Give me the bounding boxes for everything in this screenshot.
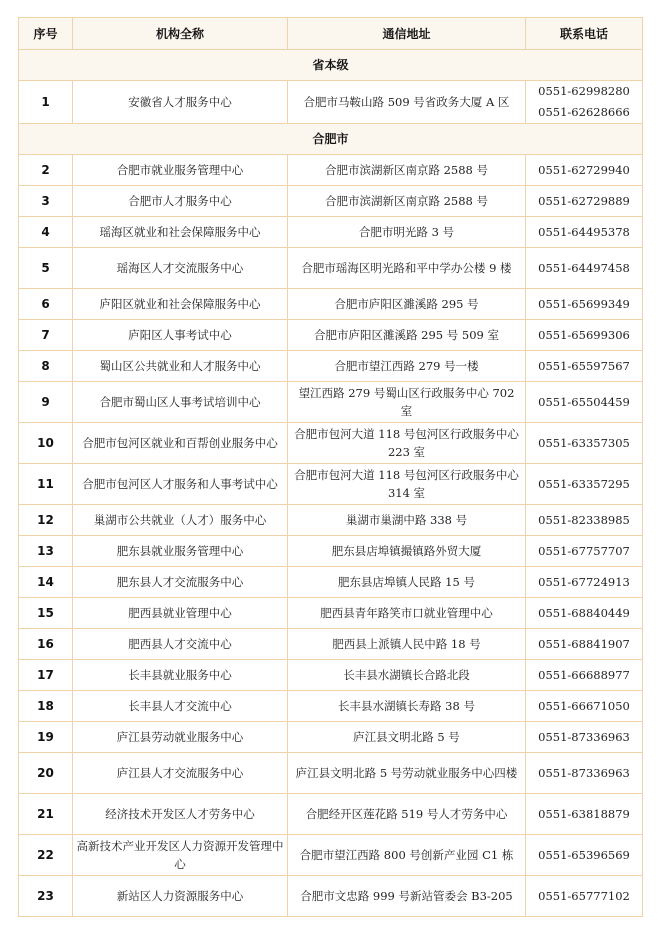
phone-number: 0551-62998280 xyxy=(538,84,630,98)
table-row xyxy=(19,289,643,320)
phone-number: 0551-68840449 xyxy=(538,605,630,620)
phone-number: 0551-67724913 xyxy=(538,574,630,589)
table-row xyxy=(19,464,643,505)
phone-number: 0551-65699349 xyxy=(538,296,630,311)
row-index: 16 xyxy=(19,629,73,660)
agency-name: 合肥市包河区就业和百帮创业服务中心 xyxy=(73,423,288,464)
section-row xyxy=(19,124,643,155)
agency-address: 合肥市滨湖新区南京路 2588 号 xyxy=(288,155,526,186)
table-row xyxy=(19,691,643,722)
column-header-address: 通信地址 xyxy=(288,18,526,50)
section-row xyxy=(19,50,643,81)
header-row xyxy=(19,18,643,50)
agency-phone-cell xyxy=(526,351,643,382)
phone-number: 0551-65777102 xyxy=(538,888,630,903)
table-row xyxy=(19,81,643,124)
phone-number: 0551-65396569 xyxy=(538,847,630,862)
agency-address: 合肥市包河大道 118 号包河区行政服务中心 223 室 xyxy=(288,423,526,464)
phone-number: 0551-87336963 xyxy=(538,729,630,744)
row-index: 4 xyxy=(19,217,73,248)
row-index: 11 xyxy=(19,464,73,505)
agency-phone-cell xyxy=(526,794,643,835)
phone-number: 0551-63818879 xyxy=(538,806,630,821)
table-row xyxy=(19,155,643,186)
agency-phone-cell xyxy=(526,629,643,660)
agency-phone-cell xyxy=(526,598,643,629)
column-header-phone: 联系电话 xyxy=(526,18,643,50)
agency-name: 肥东县人才交流服务中心 xyxy=(73,567,288,598)
agency-name: 肥西县就业管理中心 xyxy=(73,598,288,629)
agency-phone-cell xyxy=(526,505,643,536)
agency-name: 蜀山区公共就业和人才服务中心 xyxy=(73,351,288,382)
agency-name: 庐江县人才交流服务中心 xyxy=(73,753,288,794)
row-index: 1 xyxy=(19,81,73,124)
table-row xyxy=(19,567,643,598)
table-body xyxy=(19,50,643,917)
agency-name: 合肥市包河区人才服务和人事考试中心 xyxy=(73,464,288,505)
agency-address: 合肥经开区莲花路 519 号人才劳务中心 xyxy=(288,794,526,835)
agency-phone-cell xyxy=(526,155,643,186)
table-row xyxy=(19,320,643,351)
table-row xyxy=(19,382,643,423)
agency-phone-cell xyxy=(526,382,643,423)
agency-address: 合肥市望江西路 279 号一楼 xyxy=(288,351,526,382)
agency-name: 合肥市人才服务中心 xyxy=(73,186,288,217)
table-row xyxy=(19,876,643,917)
table-row xyxy=(19,660,643,691)
agency-phone-cell xyxy=(526,536,643,567)
agency-phone-cell xyxy=(526,660,643,691)
agency-phone-cell xyxy=(526,423,643,464)
table-row xyxy=(19,835,643,876)
phone-number: 0551-63357295 xyxy=(538,476,630,491)
column-header-index: 序号 xyxy=(19,18,73,50)
table-row xyxy=(19,629,643,660)
row-index: 15 xyxy=(19,598,73,629)
agency-name: 巢湖市公共就业（人才）服务中心 xyxy=(73,505,288,536)
agency-address: 庐江县文明北路 5 号 xyxy=(288,722,526,753)
agency-name: 长丰县就业服务中心 xyxy=(73,660,288,691)
agency-name: 经济技术开发区人才劳务中心 xyxy=(73,794,288,835)
agency-name: 新站区人力资源服务中心 xyxy=(73,876,288,917)
section-title: 合肥市 xyxy=(19,124,643,155)
phone-number: 0551-65699306 xyxy=(538,327,630,342)
table-row xyxy=(19,598,643,629)
agency-phone-cell xyxy=(526,320,643,351)
row-index: 6 xyxy=(19,289,73,320)
phone-number: 0551-62729940 xyxy=(538,162,630,177)
agency-address: 长丰县水湖镇长合路北段 xyxy=(288,660,526,691)
phone-number: 0551-64495378 xyxy=(538,224,630,239)
agency-address: 合肥市庐阳区濉溪路 295 号 509 室 xyxy=(288,320,526,351)
row-index: 21 xyxy=(19,794,73,835)
agency-name: 合肥市就业服务管理中心 xyxy=(73,155,288,186)
agency-name: 瑶海区人才交流服务中心 xyxy=(73,248,288,289)
row-index: 5 xyxy=(19,248,73,289)
agency-address: 肥西县上派镇人民中路 18 号 xyxy=(288,629,526,660)
agency-address: 合肥市明光路 3 号 xyxy=(288,217,526,248)
table-row xyxy=(19,753,643,794)
agency-phone-cell xyxy=(526,691,643,722)
table-row xyxy=(19,505,643,536)
agency-phone-cell xyxy=(526,835,643,876)
table-row xyxy=(19,423,643,464)
agency-address: 合肥市瑶海区明光路和平中学办公楼 9 楼 xyxy=(288,248,526,289)
row-index: 20 xyxy=(19,753,73,794)
agency-name: 肥东县就业服务管理中心 xyxy=(73,536,288,567)
table-row xyxy=(19,248,643,289)
table-row xyxy=(19,536,643,567)
section-title: 省本级 xyxy=(19,50,643,81)
agency-phone-cell xyxy=(526,753,643,794)
phone-number: 0551-87336963 xyxy=(538,765,630,780)
agency-address: 肥东县店埠镇人民路 15 号 xyxy=(288,567,526,598)
agency-address: 巢湖市巢湖中路 338 号 xyxy=(288,505,526,536)
agency-name: 瑶海区就业和社会保障服务中心 xyxy=(73,217,288,248)
agency-name: 合肥市蜀山区人事考试培训中心 xyxy=(73,382,288,423)
agency-address: 庐江县文明北路 5 号劳动就业服务中心四楼 xyxy=(288,753,526,794)
agency-name: 庐阳区人事考试中心 xyxy=(73,320,288,351)
phone-number: 0551-65504459 xyxy=(538,394,630,409)
agency-name: 庐阳区就业和社会保障服务中心 xyxy=(73,289,288,320)
row-index: 22 xyxy=(19,835,73,876)
table-row xyxy=(19,794,643,835)
agency-address: 合肥市庐阳区濉溪路 295 号 xyxy=(288,289,526,320)
row-index: 3 xyxy=(19,186,73,217)
column-header-name: 机构全称 xyxy=(73,18,288,50)
table-row xyxy=(19,351,643,382)
agency-phone-cell xyxy=(526,81,643,124)
agency-directory-table xyxy=(18,17,643,917)
phone-number: 0551-64497458 xyxy=(538,260,630,275)
agency-name: 肥西县人才交流中心 xyxy=(73,629,288,660)
agency-address: 合肥市马鞍山路 509 号省政务大厦 A 区 xyxy=(288,81,526,124)
table-row xyxy=(19,722,643,753)
row-index: 2 xyxy=(19,155,73,186)
row-index: 19 xyxy=(19,722,73,753)
agency-address: 肥西县青年路笑市口就业管理中心 xyxy=(288,598,526,629)
agency-address: 合肥市望江西路 800 号创新产业园 C1 栋 xyxy=(288,835,526,876)
phone-number: 0551-62628666 xyxy=(538,105,630,119)
row-index: 8 xyxy=(19,351,73,382)
row-index: 10 xyxy=(19,423,73,464)
agency-address: 合肥市文忠路 999 号新站管委会 B3-205 xyxy=(288,876,526,917)
agency-phone-cell xyxy=(526,289,643,320)
row-index: 14 xyxy=(19,567,73,598)
agency-address: 肥东县店埠镇撮镇路外贸大厦 xyxy=(288,536,526,567)
agency-phone-cell xyxy=(526,464,643,505)
agency-phone-cell xyxy=(526,186,643,217)
phone-number: 0551-67757707 xyxy=(538,543,630,558)
agency-phone-cell xyxy=(526,248,643,289)
phone-number: 0551-62729889 xyxy=(538,193,630,208)
row-index: 23 xyxy=(19,876,73,917)
row-index: 12 xyxy=(19,505,73,536)
phone-number: 0551-63357305 xyxy=(538,435,630,450)
agency-phone-cell xyxy=(526,217,643,248)
agency-phone-cell xyxy=(526,567,643,598)
phone-number: 0551-66688977 xyxy=(538,667,630,682)
row-index: 7 xyxy=(19,320,73,351)
phone-number: 0551-82338985 xyxy=(538,512,630,527)
agency-name: 安徽省人才服务中心 xyxy=(73,81,288,124)
row-index: 9 xyxy=(19,382,73,423)
phone-number: 0551-66671050 xyxy=(538,698,630,713)
agency-name: 庐江县劳动就业服务中心 xyxy=(73,722,288,753)
agency-address: 长丰县水湖镇长寿路 38 号 xyxy=(288,691,526,722)
phone-number: 0551-65597567 xyxy=(538,358,630,373)
agency-phone-cell xyxy=(526,876,643,917)
phone-number: 0551-68841907 xyxy=(538,636,630,651)
agency-name: 长丰县人才交流中心 xyxy=(73,691,288,722)
table-row xyxy=(19,217,643,248)
row-index: 18 xyxy=(19,691,73,722)
row-index: 13 xyxy=(19,536,73,567)
row-index: 17 xyxy=(19,660,73,691)
agency-address: 合肥市滨湖新区南京路 2588 号 xyxy=(288,186,526,217)
agency-phone-cell xyxy=(526,722,643,753)
table-row xyxy=(19,186,643,217)
agency-name: 高新技术产业开发区人力资源开发管理中心 xyxy=(73,835,288,876)
agency-address: 合肥市包河大道 118 号包河区行政服务中心 314 室 xyxy=(288,464,526,505)
agency-address: 望江西路 279 号蜀山区行政服务中心 702 室 xyxy=(288,382,526,423)
